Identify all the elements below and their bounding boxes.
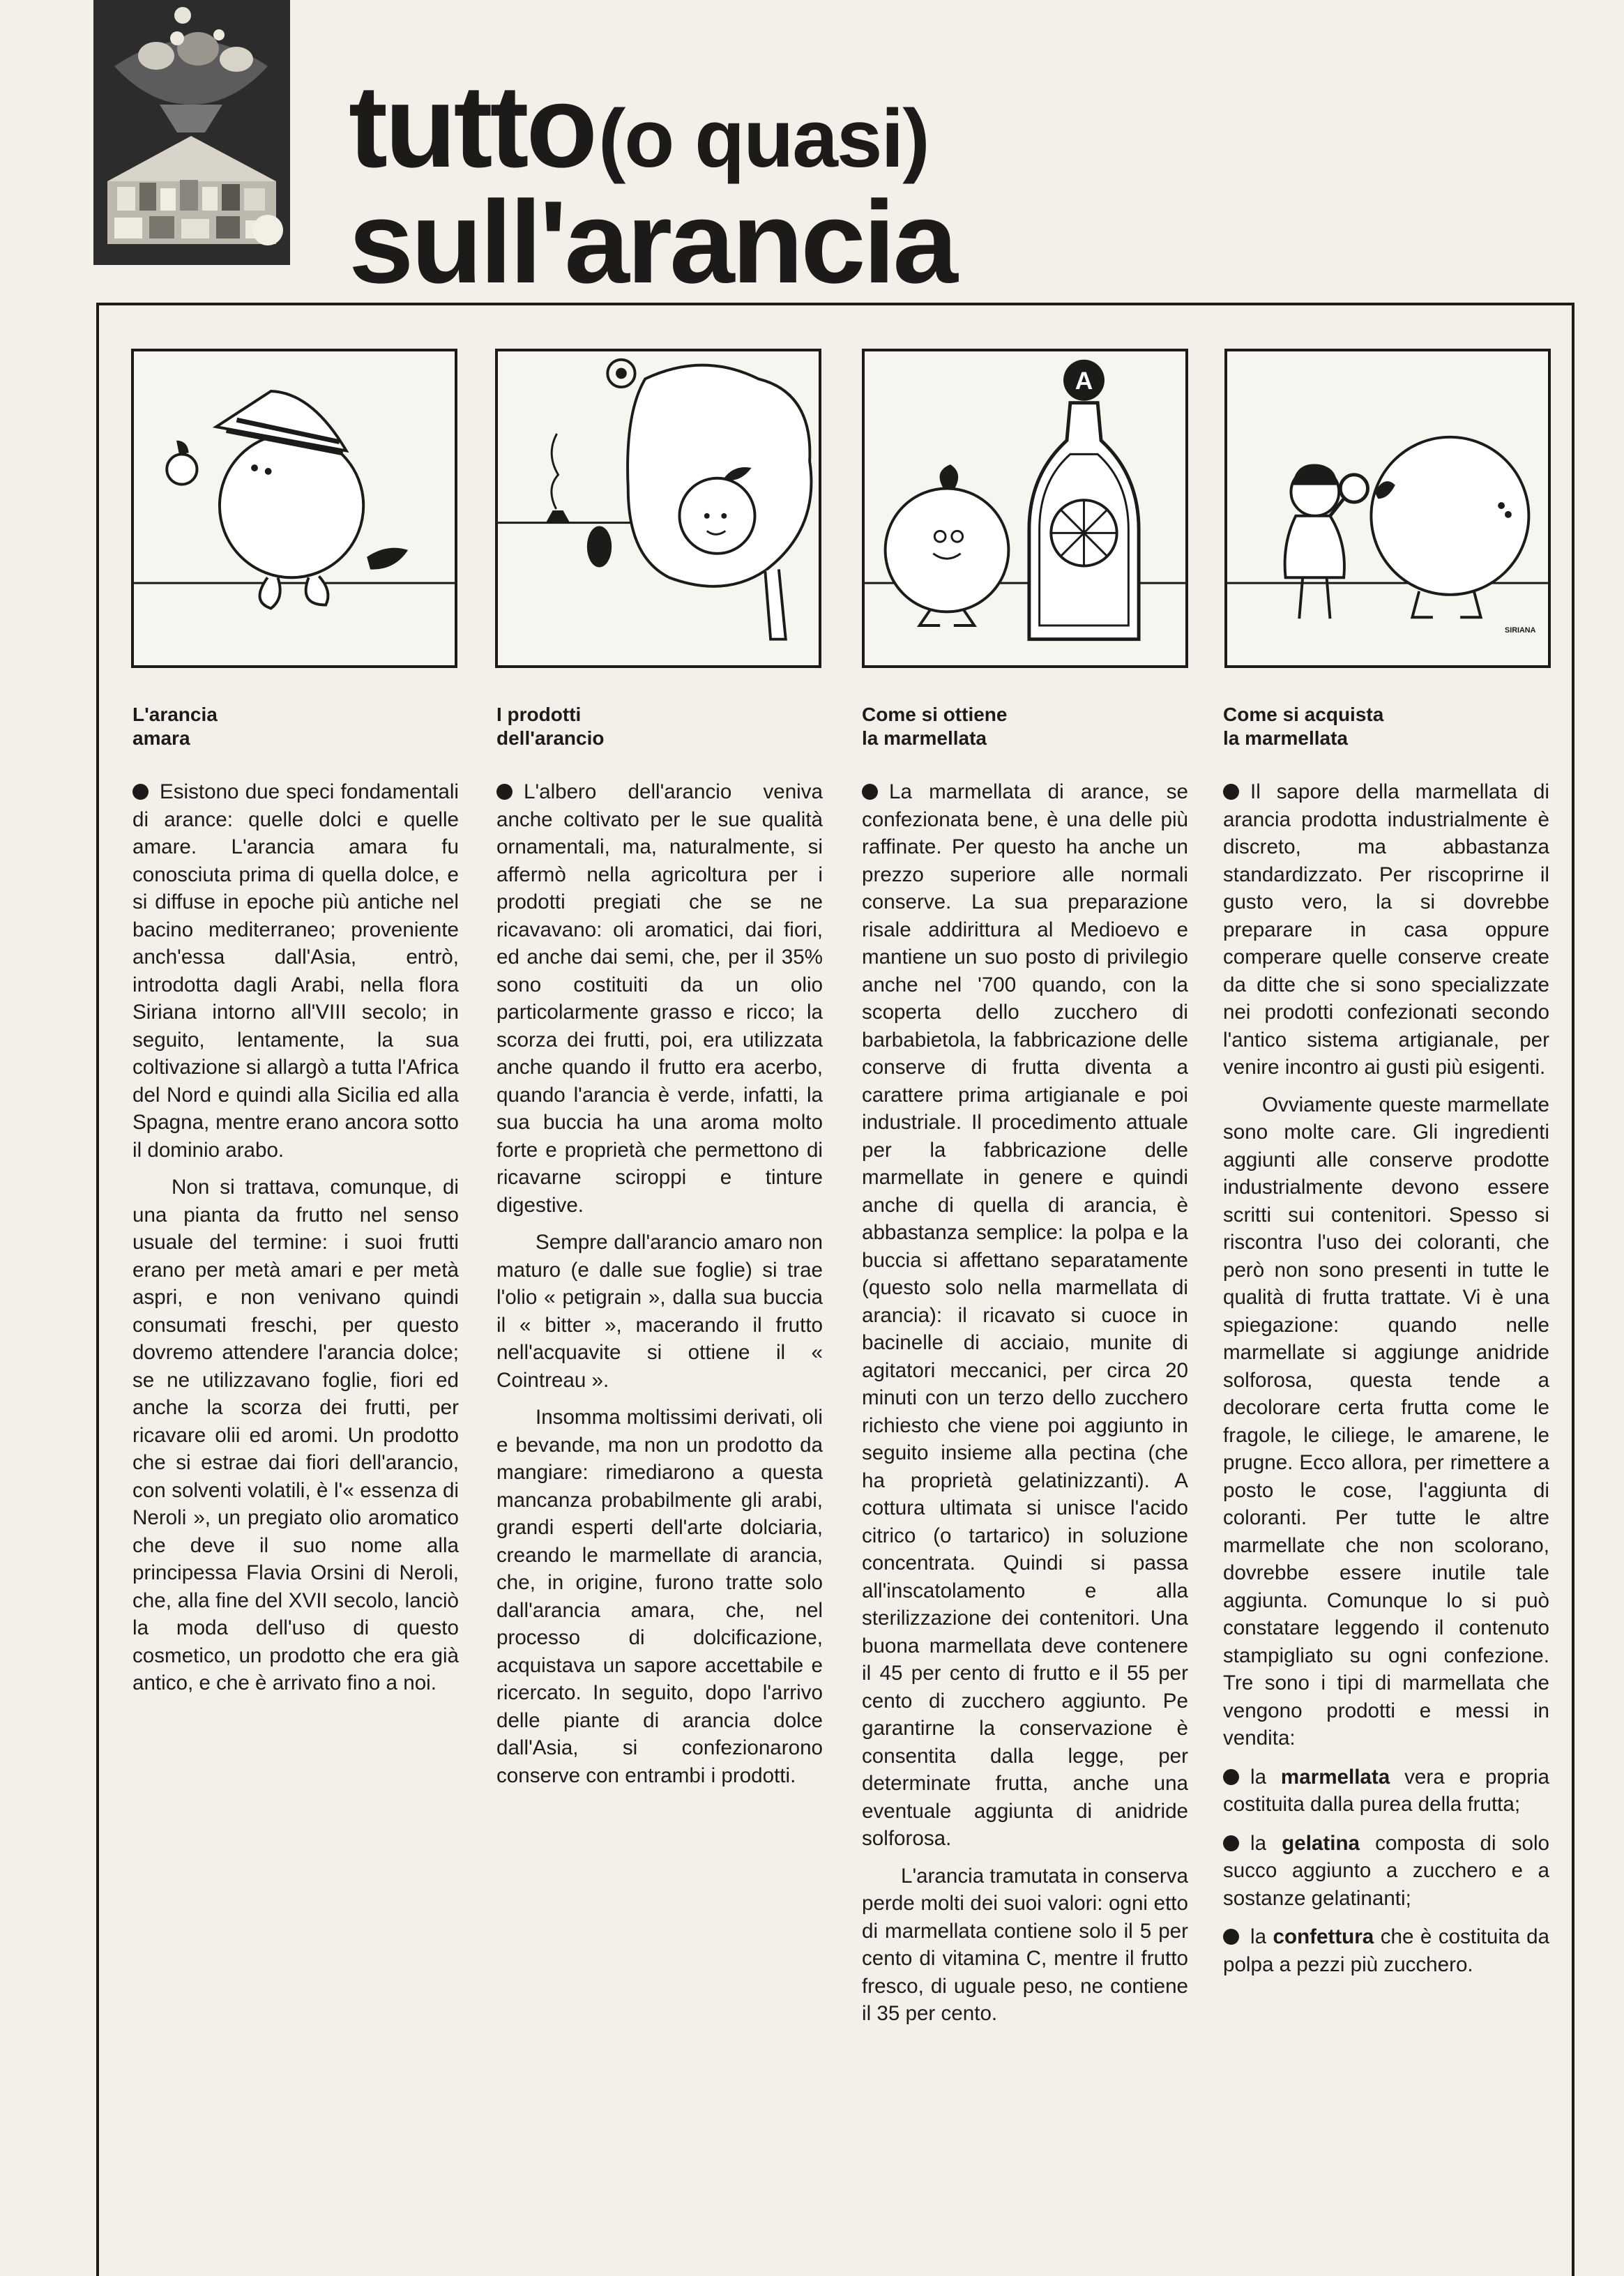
bullet-dot-icon	[132, 784, 149, 800]
bullet-dot-icon	[1223, 784, 1239, 800]
logo-illustration	[93, 0, 290, 265]
column-2	[496, 703, 823, 1789]
illustration-panel-3	[862, 349, 1188, 668]
illustration-panel-1	[131, 349, 457, 668]
title-parenthetical: (o quasi)	[598, 93, 929, 185]
column-3	[862, 703, 1188, 2028]
column-4-paragraph-1: Il sapore della marmellata di arancia prodotta industrialmente è discreto, ma abbastanza standardizzato. Per riscoprirne il gusto vero, la si dovrebbe preparare in casa oppure comperare quelle conserve create da ditte che si sono specializzate nei prodotti confezionati secondo l'antico sistema artigianale, per venire incontro ai gusti più esigenti.	[1223, 780, 1549, 1079]
column-1-heading: L'arancia amara	[132, 704, 218, 749]
bullet-dot-icon	[496, 784, 513, 800]
column-1-paragraph-1: Esistono due speci fondamentali di arance: quelle dolci e quelle amare. L'arancia amara fu conosciuta prima di quella dolce, e si diffuse in epoche più antiche nel bacino mediterraneo; proveniente anch'essa dall'Asia, entrò, introdotta dagli Arabi, nella flora Siriana intorno all'VIII secolo; in seguito, lentamente, la sua coltivazione si allargò a tutta l'Africa del Nord e quindi alla Sicilia ed alla Spagna, mentre erano ancora sotto il dominio arabo.	[132, 780, 459, 1162]
column-3-paragraph-2: L'arancia tramutata in conserva perde molti dei suoi valori: ogni etto di marmellata contiene solo il 5 per cento di vitamina C, mentre il frutto fresco, di uguale peso, ne contiene il 35 per cento.	[862, 1864, 1188, 2025]
artist-signature: SIRIANA	[1505, 625, 1536, 635]
column-4-paragraph-2: Ovviamente queste marmellate sono molte care. Gli ingredienti aggiunti alle conserve prodotte industrialmente devono essere scritti sui contenitori. Spesso si riscontra l'uso dei coloranti, che però non sono presenti in tutte le qualità di frutta trattate. Vi è una spiegazione: quando nelle marmellate si aggiunge anidride solforosa, questa tende a decolorare certa frutta come le fragole, le ciliege, le amarene, le prugne. Ecco allora, per rimettere a posto le cose, l'aggiunta di coloranti. Per tutte le altre marmellate che non scolorano, dovrebbe essere inutile tale aggiunta. Comunque lo si può constatare leggendo il contenuto stampigliato su ogni confezione. Tre sono i tipi di marmellata che vengono prodotti e messi in vendita:	[1223, 1093, 1549, 1750]
column-2-paragraph-2: Sempre dall'arancio amaro non maturo (e dalle sue foglie) si trae l'olio « petigrain », dalla sua buccia il « bitter », macerando il frutto nell'acquavite si ottiene il « Cointreau ».	[496, 1231, 823, 1392]
column-3-paragraph-1: La marmellata di arance, se confezionata bene, è una delle più raffinate. Per questo ha anche un prezzo superiore alle normali conserve. La sua preparazione risale addirittura al Medioevo e mantiene un suo posto di privilegio anche nel '700 quando, con la scoperta dello zucchero di barbabietola, la fabbricazione delle conserve di frutta diventa a carattere prima artigianale e poi industriale. Il procedimento attuale per la fabbricazione delle marmellate in genere e quindi anche di quella di arancia, è abbastanza semplice: la polpa e la buccia si affettano separatamente (questo solo nella marmellata di arancia): il ricavato si cuoce in bacinelle di acciaio, munite di agitatori meccanici, per circa 20 minuti con un terzo dello zucchero richiesto che viene poi aggiunto in seguito insieme alla pectina (che ha proprietà gelatinizzanti). A cottura ultimata si unisce l'acido citrico (o tartarico) in soluzione concentrata. Quindi si passa all'inscatolamento e alla sterilizzazione dei contenitori. Una buona marmellata deve contenere il 45 per cento di frutto e il 55 per cento di zucchero aggiunto. Pe garantirne la conservazione è consentita dalla legge, per determinate frutta, anche una eventuale aggiunta di anidride solforosa.	[862, 780, 1188, 1850]
illustration-panel-4	[1224, 349, 1551, 668]
bullet-dot-icon	[1223, 1835, 1239, 1851]
column-1	[132, 703, 459, 1697]
column-4	[1223, 703, 1549, 1978]
page-title	[349, 61, 955, 308]
list-item-confettura: la confettura che è costituita da polpa a pezzi più zucchero.	[1223, 1925, 1550, 1976]
column-2-heading: I prodotti dell'arancio	[496, 704, 605, 749]
column-1-paragraph-2: Non si trattava, comunque, di una pianta da frutto nel senso usuale del termine: i suoi frutti erano per metà amari e per metà aspri, e non venivano quindi consumati freschi, per questo dovremo attendere l'arancia dolce; se ne utilizzavano foglie, fiori ed anche la scorza dei frutti, per ricavare olii ed aromi. Un prodotto che si estrae dai fiori dell'arancio, con solventi volatili, è l'« essenza di Neroli », un pregiato olio aromatico che deve il suo nome alla principessa Flavia Orsini di Neroli, che, alla fine del XVII secolo, lanciò la moda dell'uso di questo cosmetico, un prodotto che era già antico, e che è arrivato fino a noi.	[132, 1176, 459, 1694]
column-3-heading: Come si ottiene la marmellata	[862, 704, 1008, 749]
list-item-marmellata: la marmellata vera e propria costituita dalla purea della frutta;	[1223, 1765, 1549, 1816]
list-item-gelatina: la gelatina composta di solo succo aggiunto a zucchero e a sostanze gelatinanti;	[1223, 1831, 1549, 1910]
bullet-dot-icon	[1223, 1769, 1239, 1785]
bullet-dot-icon	[1223, 1929, 1239, 1945]
column-4-heading: Come si acquista la marmellata	[1223, 704, 1384, 749]
title-main: tutto	[349, 61, 595, 192]
column-2-paragraph-3: Insomma moltissimi derivati, oli e bevande, ma non un prodotto da mangiare: rimediarono a questa mancanza probabilmente gli arabi, grandi esperti dell'arte dolciaria, creando le marmellate di arancia, che, in origine, furono tratte solo dall'arancia amara, che, nel processo di dolcificazione, acquistava un sapore accettabile e ricercato. In seguito, dopo l'arrivo delle piante di arancia dolce dall'Asia, si confezionarono conserve con entrambi i prodotti.	[496, 1406, 823, 1787]
bottle-letter: A	[1075, 367, 1093, 395]
illustration-panel-2	[495, 349, 821, 668]
column-2-paragraph-1: L'albero dell'arancio veniva anche coltivato per le sue qualità ornamentali, ma, naturalmente, si affermò nella agricoltura per i prodotti pregiati che se ne ricavavano: oli aromatici, dai fiori, ed anche dai semi, che, per il 35% sono costituiti da un olio particolarmente grasso e ricco; la scorza dei frutti, poi, era utilizzata anche quando il frutto era acerbo, quando l'arancia è verde, infatti, la sua buccia ha una aroma molto forte e proprietà che permettono di ricavarne sciroppi e tinture digestive.	[496, 780, 823, 1217]
title-second-line: sull'arancia	[349, 176, 955, 308]
bullet-dot-icon	[862, 784, 878, 800]
